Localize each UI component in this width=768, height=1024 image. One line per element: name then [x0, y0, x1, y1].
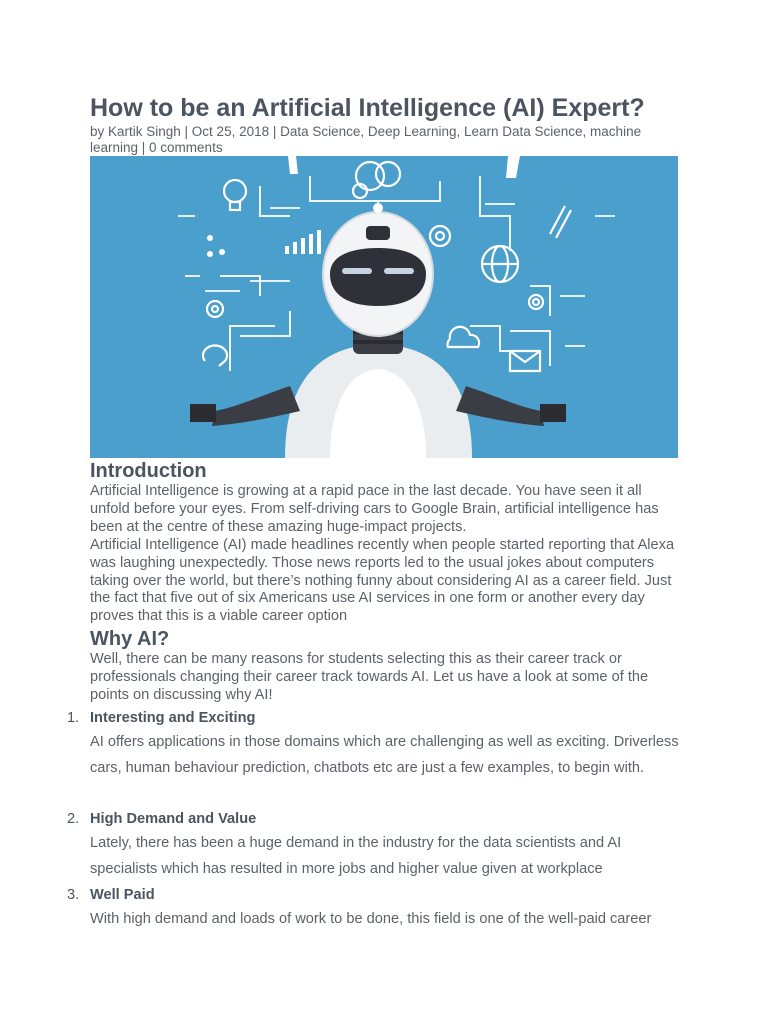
intro-paragraph-2: Artificial Intelligence (AI) made headlines recently when people started reporting that Alexa was laughing unexpectedly. Those news reports led to the usual jokes about computers taking over the world, but there’s nothing funny about considering AI as a career field. Just the fact that five out of six Americans use AI services in one form or another every day proves that this is a viable career option — [90, 537, 675, 625]
list-number: 3. — [67, 887, 80, 903]
robot-illustration — [90, 156, 678, 458]
hero-image — [90, 156, 678, 458]
why-ai-heading: Why AI? — [90, 628, 170, 650]
list-item-title: High Demand and Value — [90, 811, 257, 827]
list-number: 1. — [67, 710, 80, 726]
list-item-body: Lately, there has been a huge demand in the industry for the data scientists and AI specialists which has resulted in more jobs and higher value given at workplace — [90, 835, 622, 877]
list-item-body: With high demand and loads of work to be done, this field is one of the well-paid career — [90, 911, 652, 927]
intro-paragraph-1: Artificial Intelligence is growing at a rapid pace in the last decade. You have seen it all unfold before your eyes. From self-driving cars to Google Brain, artificial intelligence has been at the centre of these amazing huge-impact projects. — [90, 483, 659, 535]
list-item-title: Well Paid — [90, 887, 155, 903]
article-title: How to be an Artificial Intelligence (AI) Expert? — [90, 94, 645, 122]
why-ai-paragraph: Well, there can be many reasons for students selecting this as their career track or professionals changing their career track towards AI. Let us have a look at some of the points on discussing why AI! — [90, 651, 649, 703]
list-item-title: Interesting and Exciting — [90, 710, 256, 726]
list-item-body: AI offers applications in those domains which are challenging as well as exciting. Driverless cars, human behaviour prediction, chatbots etc are just a few examples, to begin with. — [90, 734, 679, 776]
article-meta: by Kartik Singh | Oct 25, 2018 | Data Science, Deep Learning, Learn Data Science, machine learning | 0 comments — [90, 124, 642, 155]
introduction-heading: Introduction — [90, 460, 207, 482]
list-number: 2. — [67, 811, 80, 827]
